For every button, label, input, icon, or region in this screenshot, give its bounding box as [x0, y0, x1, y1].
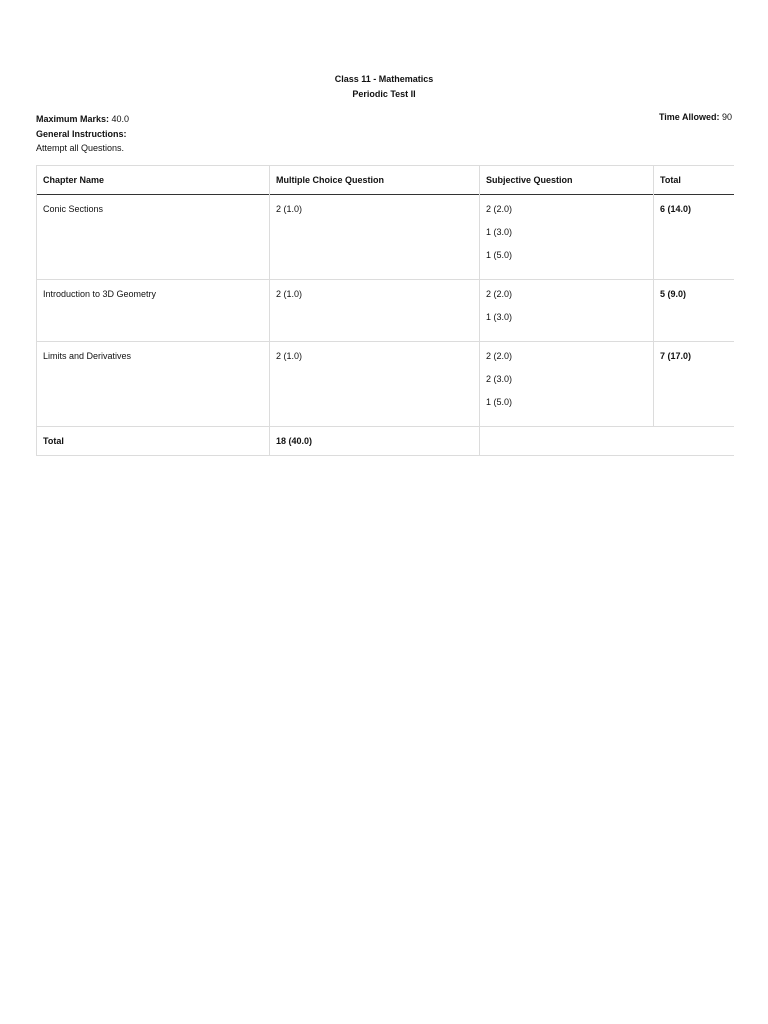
chapter-name-cell: Conic Sections: [37, 195, 270, 280]
maximum-marks-value: 40.0: [111, 114, 130, 124]
row-total-cell: 5 (9.0): [654, 280, 734, 342]
row-total-cell: 6 (14.0): [654, 195, 734, 280]
time-allowed-value: 90: [721, 112, 732, 122]
time-allowed-label: Time Allowed:: [658, 112, 720, 122]
header-mcq: Multiple Choice Question: [270, 166, 480, 195]
header-subjective: Subjective Question: [480, 166, 654, 195]
meta-info: [36, 112, 129, 156]
time-allowed: [659, 112, 732, 122]
subjective-entry: 2 (2.0): [486, 289, 513, 299]
subjective-entry: 2 (3.0): [486, 374, 513, 384]
header-chapter-name: Chapter Name: [37, 166, 270, 195]
blueprint-table: [36, 165, 734, 456]
table-total-row: [37, 427, 734, 456]
table-row: [37, 342, 734, 427]
subjective-entry: 2 (2.0): [486, 351, 513, 361]
subjective-cell: [480, 195, 654, 280]
chapter-name-cell: Limits and Derivatives: [37, 342, 270, 427]
maximum-marks: [36, 112, 129, 127]
mcq-total-cell: 18 (40.0): [270, 427, 480, 456]
mcq-cell: 2 (1.0): [270, 342, 480, 427]
table-row: [37, 195, 734, 280]
chapter-name-cell: Introduction to 3D Geometry: [37, 280, 270, 342]
class-title: Class 11 - Mathematics: [334, 74, 434, 84]
total-label-cell: Total: [37, 427, 270, 456]
subjective-cell: [480, 280, 654, 342]
subjective-entry: 2 (2.0): [486, 204, 513, 214]
mcq-cell: 2 (1.0): [270, 195, 480, 280]
subjective-cell: [480, 342, 654, 427]
subjective-entry: 1 (5.0): [486, 250, 513, 260]
header-total: Total: [654, 166, 734, 195]
test-title: Periodic Test II: [352, 89, 416, 99]
table-row: [37, 280, 734, 342]
row-total-cell: 7 (17.0): [654, 342, 734, 427]
empty-total-cell: [480, 427, 734, 456]
mcq-cell: 2 (1.0): [270, 280, 480, 342]
subjective-entry: 1 (3.0): [486, 312, 513, 322]
general-instructions-label: General Instructions:: [36, 128, 127, 139]
table-header-row: [37, 166, 734, 195]
general-instructions-text: Attempt all Questions.: [36, 143, 125, 153]
subjective-entry: 1 (3.0): [486, 227, 513, 237]
subjective-entry: 1 (5.0): [486, 397, 513, 407]
maximum-marks-label: Maximum Marks:: [36, 114, 110, 124]
